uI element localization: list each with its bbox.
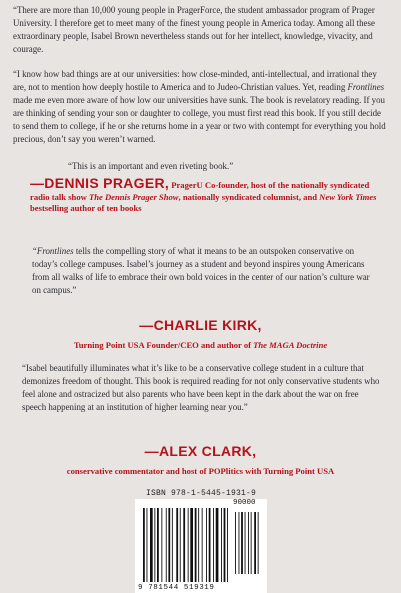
kirk-quote-book-title: “Frontlines	[32, 246, 74, 256]
prager-quote-paragraph-1	[13, 4, 389, 56]
barcode-digits: 9 781544 519319	[138, 584, 215, 592]
prager-quote-text-3: “This is an important and even riveting book.”	[68, 161, 234, 171]
attribution-name-clark: —ALEX CLARK,	[144, 443, 257, 459]
isbn-label: ISBN 978-1-5445-1931-9	[145, 489, 257, 498]
clark-quote-text: “Isabel beautifully illuminates what it’s like to be a conservative college student in a culture that demonizes freedom of thought. This book is required reading for not only conservative students who feel alone and ostracized but also parents who have been kept in the dark about the war on free speech happening at an institution of higher learning near you.”	[22, 363, 380, 413]
attribution-text-prager-a: PragerU Co-founder, host of the nationally syndicated radio talk show	[30, 180, 370, 202]
attribution-show-title: The Dennis Prager Show	[88, 191, 179, 202]
prager-quote-text-1: “There are more than 10,000 young people in PragerForce, the student ambassador program of Prager University. I therefore get to meet many of the finest young people in America today. Among all these extraordinary people, Isabel Brown nevertheless stands out for her intellect, knowledge, vivacity, and courage.	[13, 5, 375, 55]
kirk-quote-paragraph	[32, 245, 377, 297]
attribution-name-kirk: —CHARLIE KIRK,	[139, 317, 262, 333]
attribution-nyt: New York Times	[319, 191, 377, 202]
book-title-frontlines: Frontlines	[347, 82, 385, 93]
attribution-text-prager-b: , nationally syndicated columnist, and	[178, 191, 320, 202]
attribution-text-prager-c: bestselling author of ten books	[30, 203, 142, 214]
prager-quote-paragraph-3	[58, 160, 358, 173]
attribution-book-maga: The MAGA Doctrine	[253, 340, 328, 350]
prager-quote-text-2b: made me even more aware of how low our universities have sunk. The book is revelatory reading. If you are thinking of sending your son or daughter to college, you must first read this book. If you still decide to send them to college, if he or she returns home in a year or two with contempt for everything you hold precious, don’t say you weren’t warned.	[13, 95, 386, 145]
attribution-text-clark: conservative commentator and host of POPlitics with Turning Point USA	[66, 466, 335, 476]
clark-quote-paragraph	[22, 362, 384, 414]
clark-attribution-line	[0, 461, 401, 479]
attribution-text-kirk: Turning Point USA Founder/CEO and author of	[73, 340, 254, 350]
prager-quote-text-2a: “I know how bad things are at our universities: how close-minded, anti-intellectual, and irrational they are, not to mention how deeply hostile to America and to Judeo-Christian values. Yet, reading	[13, 69, 377, 93]
attribution-name-prager: —DENNIS PRAGER,	[30, 175, 170, 191]
kirk-attribution	[0, 317, 401, 334]
clark-attribution	[0, 443, 401, 460]
barcode-icon	[141, 500, 261, 584]
kirk-quote-text: tells the compelling story of what it means to be an outspoken conservative on today’s college campuses. Isabel’s journey as a student and beyond inspires young Americans from all walks of life to embrace their own bold voices in the center of our nation’s culture war on campus.”	[32, 246, 370, 296]
kirk-attribution-line	[0, 335, 401, 353]
prager-quote-paragraph-2	[13, 68, 389, 147]
price-code: 90000	[233, 499, 256, 507]
prager-attribution	[30, 175, 390, 215]
